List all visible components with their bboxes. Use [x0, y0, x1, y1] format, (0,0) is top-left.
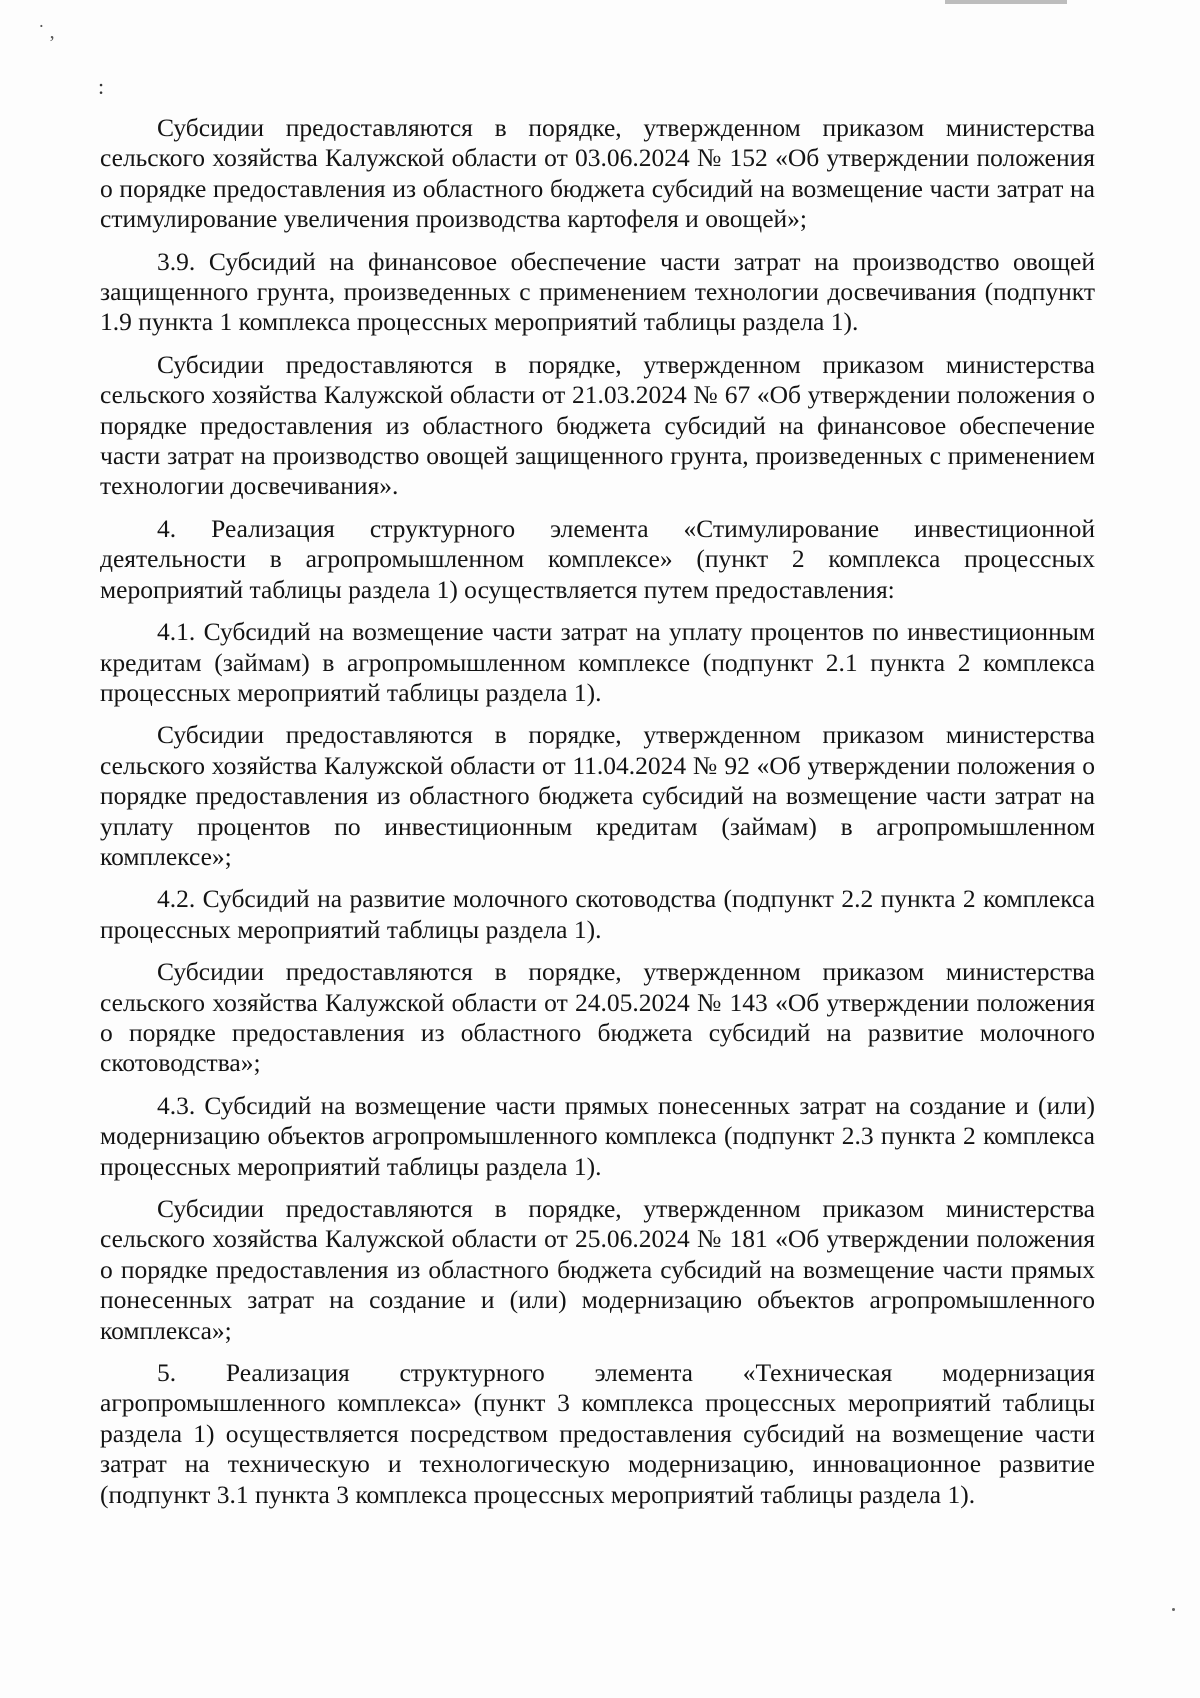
- paragraph-subsidy-order-181: Субсидии предоставляются в порядке, утвержденном приказом министерства сельского хозяйства Калужской области от 25.06.2024 № 181 «Об утверждении положения о порядке предоставления из областного бюджета субсидий на возмещение части прямых понесенных затрат на создание и (или) модернизацию объектов агропромышленного комплекса»;: [100, 1194, 1095, 1345]
- paragraph-subsidy-order-143: Субсидии предоставляются в порядке, утвержденном приказом министерства сельского хозяйства Калужской области от 24.05.2024 № 143 «Об утверждении положения о порядке предоставления из областного бюджета субсидий на развитие молочного скотоводства»;: [100, 957, 1095, 1078]
- paragraph-item-5: 5. Реализация структурного элемента «Техническая модернизация агропромышленного комплекса» (пункт 3 комплекса процессных мероприятий таблицы раздела 1) осуществляется посредством предоставления субсидий на возмещение части затрат на техническую и технологическую модернизацию, инновационное развитие (подпункт 3.1 пункта 3 комплекса процессных мероприятий таблицы раздела 1).: [100, 1358, 1095, 1509]
- paragraph-item-4-3: 4.3. Субсидий на возмещение части прямых понесенных затрат на создание и (или) модернизацию объектов агропромышленного комплекса (подпункт 2.3 пункта 2 комплекса процессных мероприятий таблицы раздела 1).: [100, 1090, 1095, 1181]
- document-body: [100, 113, 1095, 1522]
- scan-artifact-dot: [1172, 1608, 1175, 1611]
- paragraph-item-4-1: 4.1. Субсидий на возмещение части затрат на уплату процентов по инвестиционным кредитам (займам) в агропромышленном комплексе (подпункт 2.1 пункта 2 комплекса процессных мероприятий таблицы раздела 1).: [100, 617, 1095, 707]
- paragraph-item-3-9: 3.9. Субсидий на финансовое обеспечение части затрат на производство овощей защищенного грунта, произведенных с применением технологии досвечивания (подпункт 1.9 пункта 1 комплекса процессных мероприятий таблицы раздела 1).: [100, 246, 1095, 337]
- paragraph-item-4-2: 4.2. Субсидий на развитие молочного скотоводства (подпункт 2.2 пункта 2 комплекса процессных мероприятий таблицы раздела 1).: [100, 884, 1095, 944]
- scan-artifact-bar: [945, 0, 1067, 4]
- paragraph-item-4: 4. Реализация структурного элемента «Стимулирование инвестиционной деятельности в агропромышленном комплексе» (пункт 2 комплекса процессных мероприятий таблицы раздела 1) осуществляется путем предоставления:: [100, 513, 1095, 604]
- paragraph-subsidy-order-67: Субсидии предоставляются в порядке, утвержденном приказом министерства сельского хозяйства Калужской области от 21.03.2024 № 67 «Об утверждении положения о порядке предоставления из областного бюджета субсидий на финансовое обеспечение части затрат на производство овощей защищенного грунта, произведенных с применением технологии досвечивания».: [100, 349, 1095, 501]
- paragraph-subsidy-order-92: Субсидии предоставляются в порядке, утвержденном приказом министерства сельского хозяйства Калужской области от 11.04.2024 № 92 «Об утверждении положения о порядке предоставления из областного бюджета субсидий на возмещение части затрат на уплату процентов по инвестиционным кредитам (займам) в агропромышленном комплексе»;: [100, 720, 1095, 871]
- paragraph-subsidy-order-152: Субсидии предоставляются в порядке, утвержденном приказом министерства сельского хозяйства Калужской области от 03.06.2024 № 152 «Об утверждении положения о порядке предоставления из областного бюджета субсидий на возмещение части затрат на стимулирование увеличения производства картофеля и овощей»;: [100, 113, 1095, 234]
- scan-artifact-marks: ˙ ,: [38, 21, 55, 43]
- scan-artifact-colon: :: [98, 74, 105, 99]
